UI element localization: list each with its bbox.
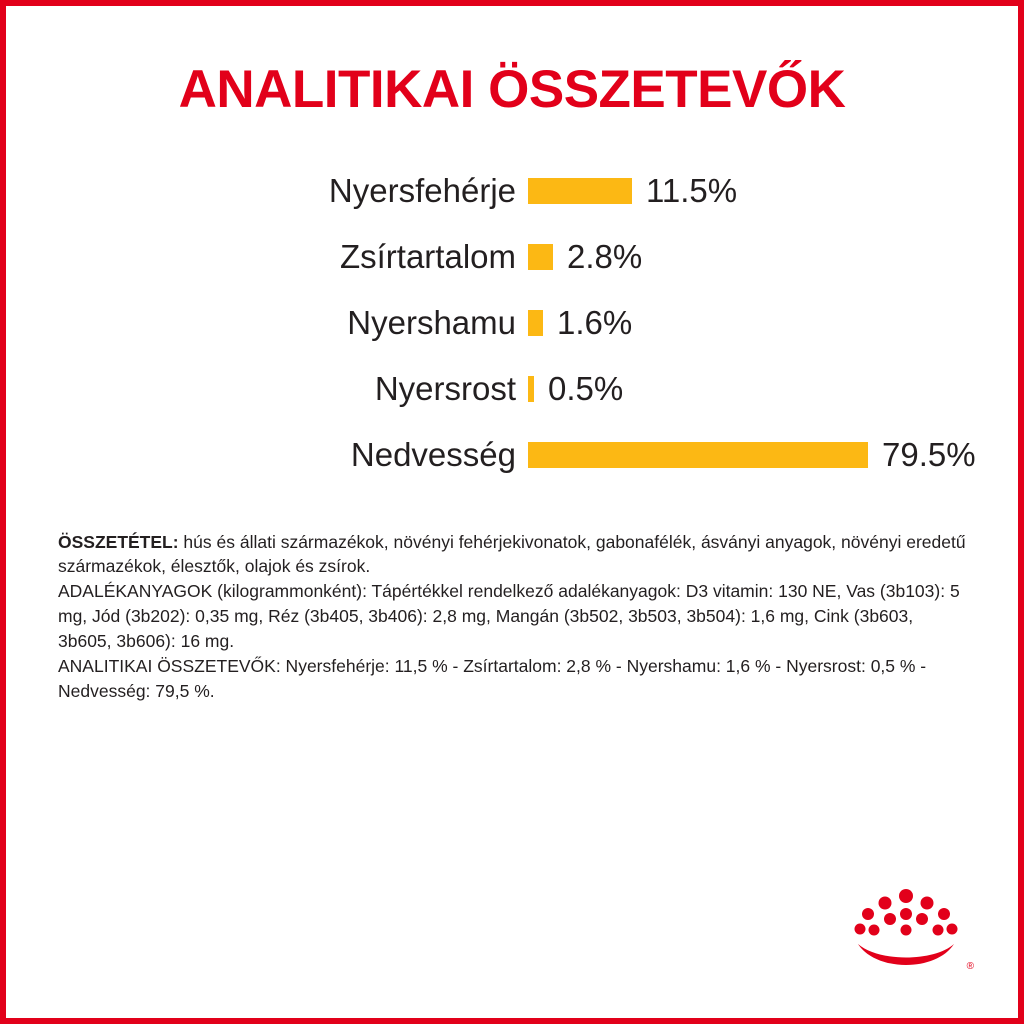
chart-row-bar-wrap (528, 370, 988, 408)
chart-row-value: 79.5% (882, 435, 976, 473)
chart-row (36, 422, 988, 488)
chart-row-label: Nedvesség (350, 435, 516, 473)
composition-line-1 (58, 530, 966, 580)
chart-bar (528, 244, 553, 270)
chart-row-label: Nyersrost (374, 369, 516, 407)
chart-row-bar-wrap (528, 436, 988, 474)
chart-row-bar-wrap (528, 238, 988, 276)
registered-mark: ® (966, 961, 974, 972)
chart-row (36, 224, 988, 290)
composition-block (6, 530, 1018, 704)
chart-bar (528, 178, 632, 204)
chart-bar (528, 376, 534, 402)
chart-row (36, 356, 988, 422)
chart-bar (528, 442, 868, 468)
chart-row-bar-wrap (528, 172, 988, 210)
chart-row (36, 290, 988, 356)
chart-row-value: 1.6% (557, 303, 633, 341)
page-title: ANALITIKAI ÖSSZETEVŐK (178, 60, 846, 119)
chart-row-value: 11.5% (646, 171, 738, 209)
chart-row (36, 158, 988, 224)
chart-row-bar-wrap (528, 304, 988, 342)
chart-row-value: 0.5% (548, 369, 624, 407)
chart-row-label: Nyershamu (347, 303, 516, 341)
composition-text: hús és állati származékok, növényi fehérjekivonatok, gabonafélék, ásványi anyagok, növényi eredetű származékok, élesztők, olajok és zsírok. (58, 531, 966, 577)
composition-label: ÖSSZETÉTEL: (58, 531, 179, 552)
composition-line-3: ANALITIKAI ÖSSZETEVŐK: Nyersfehérje: 11,5 % - Zsírtartalom: 2,8 % - Nyershamu: 1,6 % - Nyersrost: 0,5 % - Nedvesség: 79,5 %. (58, 655, 927, 701)
royal-crown-logo (852, 888, 960, 972)
chart-row-value: 2.8% (567, 237, 643, 275)
composition-line-2: ADALÉKANYAGOK (kilogrammonként): Tápértékkel rendelkező adalékanyagok: D3 vitamin: 130 NE, Vas (3b103): 5 mg, Jód (3b202): 0,35 mg, Réz (3b405, 3b406): 2,8 mg, Mangán (3b502, 3b503, 3b504): 1,6 mg, Cink (3b603, 3b605, 3b606): 16 mg. (58, 581, 960, 652)
analytical-constituents-chart (6, 158, 1018, 488)
chart-bar (528, 310, 543, 336)
chart-row-label: Zsírtartalom (339, 237, 516, 275)
chart-row-label: Nyersfehérje (328, 171, 516, 209)
